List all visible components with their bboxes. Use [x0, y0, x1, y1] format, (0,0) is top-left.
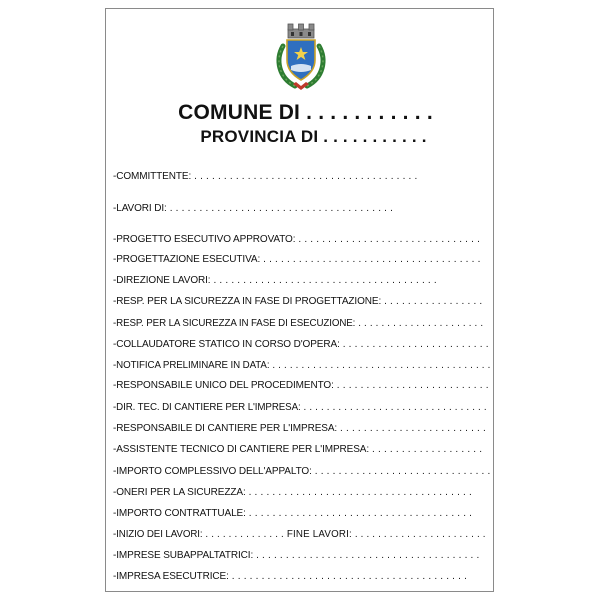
field-collaudatore-statico: -COLLAUDATORE STATICO IN CORSO D'OPERA: . . . . . . . . . . . . . . . . . . . . . . . . . [113, 339, 489, 350]
field-progettazione-esecutiva: -PROGETTAZIONE ESECUTIVA: . . . . . . . . . . . . . . . . . . . . . . . . . . . . . . . . . . . . . [113, 254, 481, 265]
field-oneri-sicurezza: -ONERI PER LA SICUREZZA: . . . . . . . . . . . . . . . . . . . . . . . . . . . . . . . . . . . . . . [113, 487, 472, 498]
field-resp-sicurezza-esecuzione: -RESP. PER LA SICUREZZA IN FASE DI ESECUZIONE: . . . . . . . . . . . . . . . . . . . . . . [113, 318, 484, 329]
comune-title: COMUNE DI . . . . . . . . . . . [178, 101, 433, 124]
field-lavori-di: -LAVORI DI: . . . . . . . . . . . . . . . . . . . . . . . . . . . . . . . . . . . . . . [113, 203, 394, 214]
field-importo-complessivo: -IMPORTO COMPLESSIVO DELL'APPALTO: . . . . . . . . . . . . . . . . . . . . . . . . . . . . . . [113, 466, 491, 477]
provincia-title: PROVINCIA DI . . . . . . . . . . . [200, 127, 427, 146]
field-notifica-preliminare: -NOTIFICA PRELIMINARE IN DATA: . . . . . . . . . . . . . . . . . . . . . . . . . . . . . . . . . . . . . . [113, 360, 491, 371]
field-impresa-esecutrice: -IMPRESA ESECUTRICE: . . . . . . . . . . . . . . . . . . . . . . . . . . . . . . . . . . . . . . . . [113, 571, 468, 582]
field-responsabile-unico: -RESPONSABILE UNICO DEL PROCEDIMENTO: . . . . . . . . . . . . . . . . . . . . . . . . . . [113, 380, 489, 391]
field-assistente-tecnico: -ASSISTENTE TECNICO DI CANTIERE PER L'IMPRESA: . . . . . . . . . . . . . . . . . . . [113, 444, 483, 455]
construction-site-sign [105, 8, 494, 592]
field-imprese-subappaltatrici: -IMPRESE SUBAPPALTATRICI: . . . . . . . . . . . . . . . . . . . . . . . . . . . . . . . . . . . . . . [113, 550, 480, 561]
field-committente: -COMMITTENTE: . . . . . . . . . . . . . . . . . . . . . . . . . . . . . . . . . . . . . . [113, 171, 418, 182]
field-dir-tec-cantiere: -DIR. TEC. DI CANTIERE PER L'IMPRESA: . . . . . . . . . . . . . . . . . . . . . . . . . . . . . . . . [113, 402, 487, 413]
field-responsabile-cantiere: -RESPONSABILE DI CANTIERE PER L'IMPRESA: . . . . . . . . . . . . . . . . . . . . . . . . . [113, 423, 486, 434]
coat-of-arms-icon [273, 20, 329, 92]
field-importo-contrattuale: -IMPORTO CONTRATTUALE: . . . . . . . . . . . . . . . . . . . . . . . . . . . . . . . . . . . . . . [113, 508, 473, 519]
field-progetto-esecutivo: -PROGETTO ESECUTIVO APPROVATO: . . . . . . . . . . . . . . . . . . . . . . . . . . . . . . . [113, 234, 481, 245]
field-direzione-lavori: -DIREZIONE LAVORI: . . . . . . . . . . . . . . . . . . . . . . . . . . . . . . . . . . . . . . [113, 275, 437, 286]
field-inizio-fine-lavori: -INIZIO DEI LAVORI: . . . . . . . . . . . . . . FINE LAVORI: . . . . . . . . . . . . . . . . . . . . . . . [113, 529, 486, 540]
field-resp-sicurezza-progettazione: -RESP. PER LA SICUREZZA IN FASE DI PROGETTAZIONE: . . . . . . . . . . . . . . . . . [113, 296, 483, 307]
